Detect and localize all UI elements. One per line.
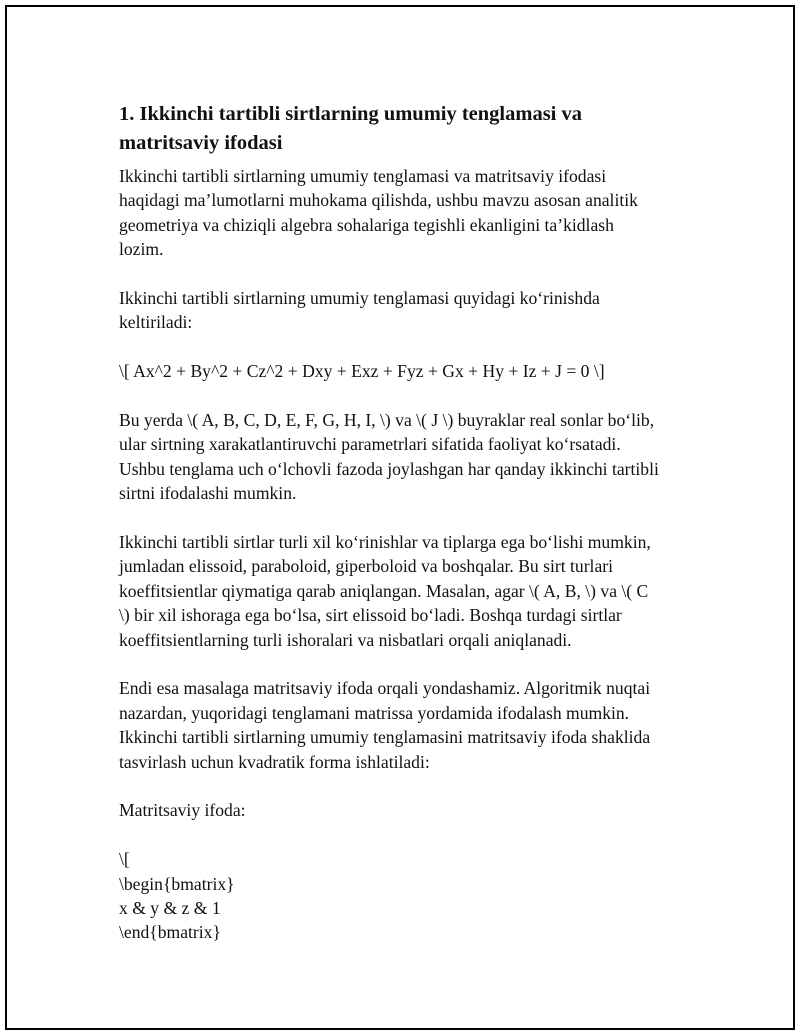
text-line: jumladan elissoid, paraboloid, giperboloid va boshqalar. Bu sirt turlari bbox=[119, 556, 613, 577]
code-line: x & y & z & 1 bbox=[119, 898, 221, 919]
text-line: ular sirtning xarakatlantiruvchi parametrlari sifatida faoliyat koʻrsatadi. bbox=[119, 434, 621, 455]
text-line: geometriya va chiziqli algebra sohalariga tegishli ekanligini ta’kidlash bbox=[119, 214, 614, 235]
text-line: keltiriladi: bbox=[119, 312, 193, 333]
heading-line: matritsaviy ifodasi bbox=[119, 132, 283, 154]
equation-line: \[ Ax^2 + By^2 + Cz^2 + Dxy + Exz + Fyz + Gx + Hy + Iz + J = 0 \] bbox=[119, 361, 605, 382]
paragraph-matrix-approach bbox=[119, 676, 699, 774]
text-line: sirtni ifodalashi mumkin. bbox=[119, 483, 297, 504]
paragraph-intro bbox=[119, 164, 699, 262]
code-line: \end{bmatrix} bbox=[119, 922, 221, 943]
text-line: Matritsaviy ifoda: bbox=[119, 800, 246, 821]
text-line: \) bir xil ishoraga ega boʻlsa, sirt elissoid boʻladi. Boshqa turdagi sirtlar bbox=[119, 605, 622, 626]
text-line: Ikkinchi tartibli sirtlar turli xil koʻrinishlar va tiplarga ega boʻlishi mumkin, bbox=[119, 532, 651, 553]
text-line: Ushbu tenglama uch oʻlchovli fazoda joylashgan har qanday ikkinchi tartibli bbox=[119, 458, 659, 479]
paragraph-matrix-label bbox=[119, 798, 699, 822]
text-line: nazardan, yuqoridagi tenglamani matrissa yordamida ifodalash mumkin. bbox=[119, 702, 630, 723]
text-line: koeffitsientlarning turli ishoralari va nisbatlari orqali aniqlanadi. bbox=[119, 629, 572, 650]
code-line: \[ bbox=[119, 849, 130, 870]
text-line: Ikkinchi tartibli sirtlarning umumiy tenglamasini matritsaviy ifoda shaklida bbox=[119, 727, 651, 748]
paragraph-equation-intro bbox=[119, 286, 699, 335]
general-equation bbox=[119, 359, 699, 383]
paragraph-surface-types bbox=[119, 530, 699, 652]
text-line: Endi esa masalaga matritsaviy ifoda orqali yondashamiz. Algoritmik nuqtai bbox=[119, 678, 651, 699]
code-line: \begin{bmatrix} bbox=[119, 873, 235, 894]
section-heading bbox=[119, 100, 699, 158]
heading-line: 1. Ikkinchi tartibli sirtlarning umumiy tenglamasi va bbox=[119, 103, 583, 125]
text-line: Ikkinchi tartibli sirtlarning umumiy tenglamasi quyidagi koʻrinishda bbox=[119, 288, 600, 309]
text-line: tasvirlash uchun kvadratik forma ishlatiladi: bbox=[119, 751, 430, 772]
paragraph-coefficients bbox=[119, 408, 699, 506]
matrix-latex-block bbox=[119, 847, 699, 945]
page-frame bbox=[5, 5, 795, 1030]
document-body bbox=[119, 100, 699, 945]
text-line: Ikkinchi tartibli sirtlarning umumiy tenglamasi va matritsaviy ifodasi bbox=[119, 166, 607, 186]
text-line: Bu yerda \( A, B, C, D, E, F, G, H, I, \) va \( J \) buyraklar real sonlar boʻlib, bbox=[119, 410, 655, 431]
text-line: lozim. bbox=[119, 239, 164, 260]
text-line: haqidagi ma’lumotlarni muhokama qilishda, ushbu mavzu asosan analitik bbox=[119, 190, 638, 211]
text-line: koeffitsientlar qiymatiga qarab aniqlangan. Masalan, agar \( A, B, \) va \( C bbox=[119, 580, 649, 601]
